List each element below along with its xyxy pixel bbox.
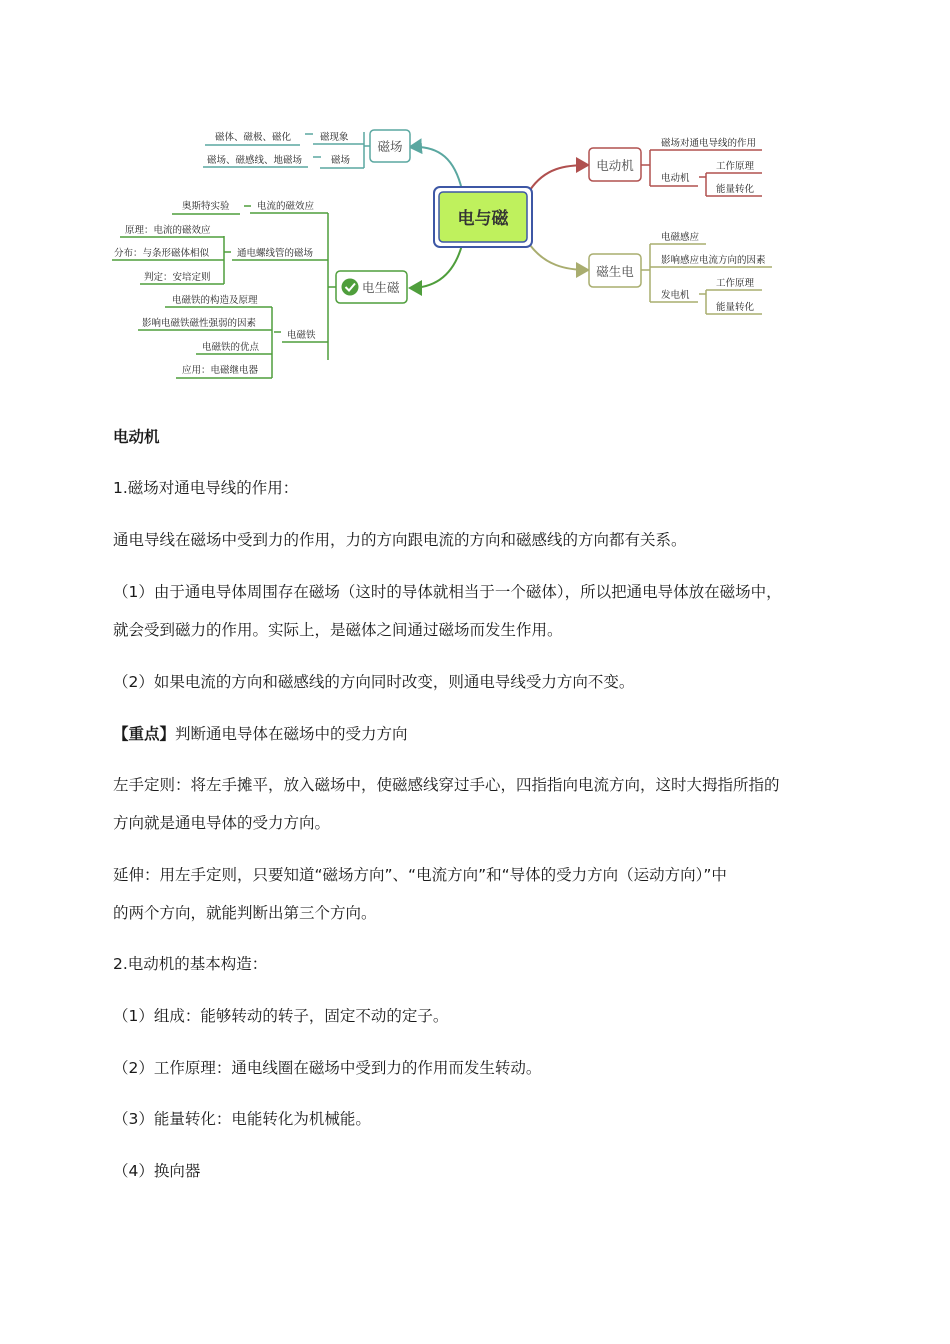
center-node bbox=[434, 187, 532, 247]
ddj-item-1: 磁场对通电导线的作用 bbox=[661, 138, 757, 149]
dsc-lxg-item-2: 分布：与条形磁体相似 bbox=[114, 248, 210, 259]
dsc-lxg-sub: 通电螺线管的磁场 bbox=[237, 248, 314, 259]
csd-sub: 发电机 bbox=[661, 290, 690, 301]
section-heading: 电动机 bbox=[113, 428, 160, 446]
center-label: 电与磁 bbox=[457, 209, 509, 229]
connector-cichang bbox=[410, 147, 462, 190]
extension-line-1: 延伸：用左手定则，只要知道“磁场方向”、“电流方向”和“导体的受力方向（运动方向）”中 bbox=[113, 866, 727, 884]
section-1-para-2-line-2: 就会受到磁力的作用。实际上，是磁体之间通过磁场而发生作用。 bbox=[113, 621, 563, 639]
node-dianshengci-label: 电生磁 bbox=[362, 280, 400, 295]
node-cishengdian-label: 磁生电 bbox=[596, 264, 634, 279]
key-point bbox=[113, 715, 408, 753]
connector-dianshengci bbox=[410, 245, 462, 288]
left-hand-rule-line-2: 方向就是通电导体的受力方向。 bbox=[113, 814, 331, 832]
section-1-title: 1.磁场对通电导线的作用： bbox=[113, 479, 299, 497]
section-2-item-2: （2）工作原理：通电线圈在磁场中受到力的作用而发生转动。 bbox=[113, 1059, 542, 1077]
dsc-dct-item-3: 电磁铁的优点 bbox=[202, 342, 260, 353]
cichang-sub-2: 磁场 bbox=[331, 155, 351, 166]
key-point-text: 判断通电导体在磁场中的受力方向 bbox=[175, 725, 408, 743]
dsc-dct-item-2: 影响电磁铁磁性强弱的因素 bbox=[142, 318, 257, 329]
csd-item-2: 影响感应电流方向的因素 bbox=[661, 255, 766, 266]
connector-diandongji bbox=[530, 165, 588, 190]
csd-item-1: 电磁感应 bbox=[661, 232, 700, 243]
node-cichang-label: 磁场 bbox=[377, 139, 403, 154]
node-dianshengci bbox=[336, 271, 407, 303]
section-1-para-2-line-1: （1）由于通电导体周围存在磁场（这时的导体就相当于一个磁体），所以把通电导体放在磁场中， bbox=[113, 583, 782, 601]
csd-subitem-2: 能量转化 bbox=[716, 302, 755, 313]
node-cishengdian bbox=[589, 254, 641, 287]
cichang-item-1: 磁体、磁极、磁化 bbox=[215, 132, 292, 143]
csd-subitem-1: 工作原理 bbox=[716, 278, 755, 289]
section-1-para-3: （2）如果电流的方向和磁感线的方向同时改变，则通电导线受力方向不变。 bbox=[113, 673, 635, 691]
dsc-aosite-item: 奥斯特实验 bbox=[182, 201, 230, 212]
section-2-item-3: （3）能量转化：电能转化为机械能。 bbox=[113, 1110, 371, 1128]
mind-map bbox=[0, 0, 950, 400]
dsc-lxg-item-1: 原理：电流的磁效应 bbox=[125, 225, 211, 236]
ddj-subitem-1: 工作原理 bbox=[716, 161, 755, 172]
section-1-para-1: 通电导线在磁场中受到力的作用，力的方向跟电流的方向和磁感线的方向都有关系。 bbox=[113, 531, 687, 549]
left-hand-rule-line-1: 左手定则：将左手摊平，放入磁场中，使磁感线穿过手心，四指指向电流方向，这时大拇指所指的 bbox=[113, 776, 780, 794]
cichang-item-2: 磁场、磁感线、地磁场 bbox=[207, 155, 303, 166]
node-diandongji-label: 电动机 bbox=[596, 158, 634, 173]
dsc-lxg-item-3: 判定：安培定则 bbox=[144, 272, 211, 283]
section-2-item-4: （4）换向器 bbox=[113, 1162, 201, 1180]
dsc-aosite-sub: 电流的磁效应 bbox=[257, 201, 315, 212]
dsc-dct-item-4: 应用：电磁继电器 bbox=[182, 365, 259, 376]
section-2-item-1: （1）组成：能够转动的转子，固定不动的定子。 bbox=[113, 1007, 449, 1025]
section-2-title: 2.电动机的基本构造： bbox=[113, 955, 268, 973]
dsc-dct-sub: 电磁铁 bbox=[287, 330, 316, 341]
check-icon bbox=[342, 279, 359, 296]
ddj-subitem-2: 能量转化 bbox=[716, 184, 755, 195]
dsc-dct-item-1: 电磁铁的构造及原理 bbox=[172, 295, 258, 306]
cichang-sub-1: 磁现象 bbox=[320, 132, 349, 143]
key-point-label: 【重点】 bbox=[113, 725, 176, 743]
extension-line-2: 的两个方向，就能判断出第三个方向。 bbox=[113, 904, 377, 922]
node-cichang bbox=[370, 130, 410, 162]
node-diandongji bbox=[589, 148, 641, 181]
connector-cishengdian bbox=[530, 245, 588, 270]
ddj-sub: 电动机 bbox=[661, 173, 690, 184]
